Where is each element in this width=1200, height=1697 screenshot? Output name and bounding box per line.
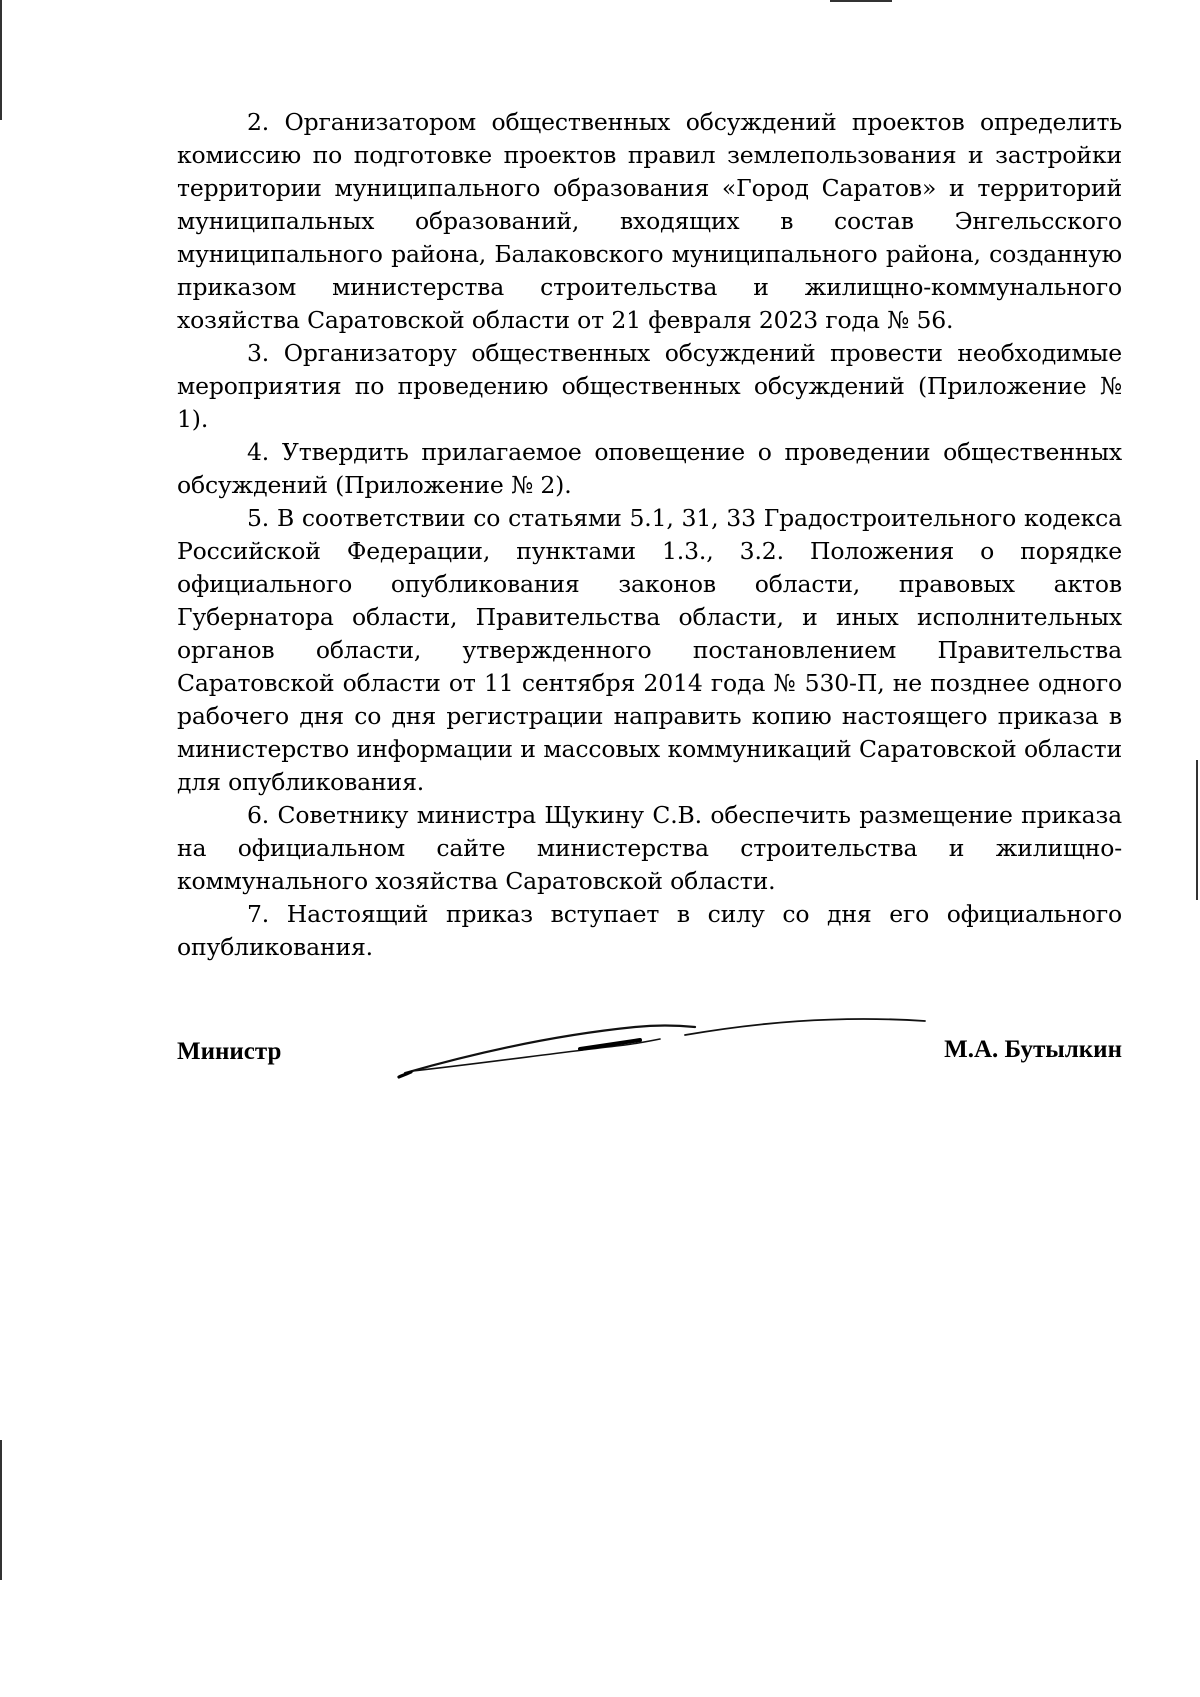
scan-edge-mark-right bbox=[1196, 760, 1198, 900]
signatory-name: М.А. Бутылкин bbox=[944, 1036, 1122, 1063]
scan-edge-mark-top bbox=[830, 0, 892, 2]
paragraph-3: 3. Организатору общественных обсуждений провести необходимые мероприятия по проведению общественных обсуждений (Приложение № 1). bbox=[177, 339, 1122, 433]
signature-stroke-main bbox=[405, 1026, 695, 1074]
paragraph-6: 6. Советнику министра Щукину С.В. обеспечить размещение приказа на официальном сайте министерства строительства и жилищно-коммунального хозяйства Саратовской области. bbox=[177, 801, 1122, 895]
paragraph-5: 5. В соответствии со статьями 5.1, 31, 33 Градостроительного кодекса Российской Федерации, пунктами 1.3., 3.2. Положения о порядке официального опубликования законов области, правовых актов Губернатора области, Правительства области, и иных исполнительных органов области, утвержденного постановлением Правительства Саратовской области от 11 сентября 2014 года № 530-П, не позднее одного рабочего дня со дня регистрации направить копию настоящего приказа в министерство информации и массовых коммуникаций Саратовской области для опубликования. bbox=[177, 504, 1122, 796]
handwritten-signature-icon bbox=[395, 1005, 935, 1085]
scan-edge-mark-left-bottom bbox=[0, 1440, 2, 1580]
paragraph-2: 2. Организатором общественных обсуждений проектов определить комиссию по подготовке проектов правил землепользования и застройки территории муниципального образования «Город Саратов» и территорий муниципальных образований, входящих в состав Энгельсского муниципального района, Балаковского муниципального района, созданную приказом министерства строительства и жилищно-коммунального хозяйства Саратовской области от 21 февраля 2023 года № 56. bbox=[177, 108, 1122, 334]
paragraph-4: 4. Утвердить прилагаемое оповещение о проведении общественных обсуждений (Приложение № 2). bbox=[177, 438, 1122, 499]
paragraph-7: 7. Настоящий приказ вступает в силу со дня его официального опубликования. bbox=[177, 900, 1122, 961]
document-body bbox=[177, 106, 1122, 964]
signature-stroke-tail bbox=[685, 1019, 925, 1035]
signatory-position: Министр bbox=[177, 1038, 282, 1065]
scan-edge-mark-left-top bbox=[0, 0, 2, 120]
